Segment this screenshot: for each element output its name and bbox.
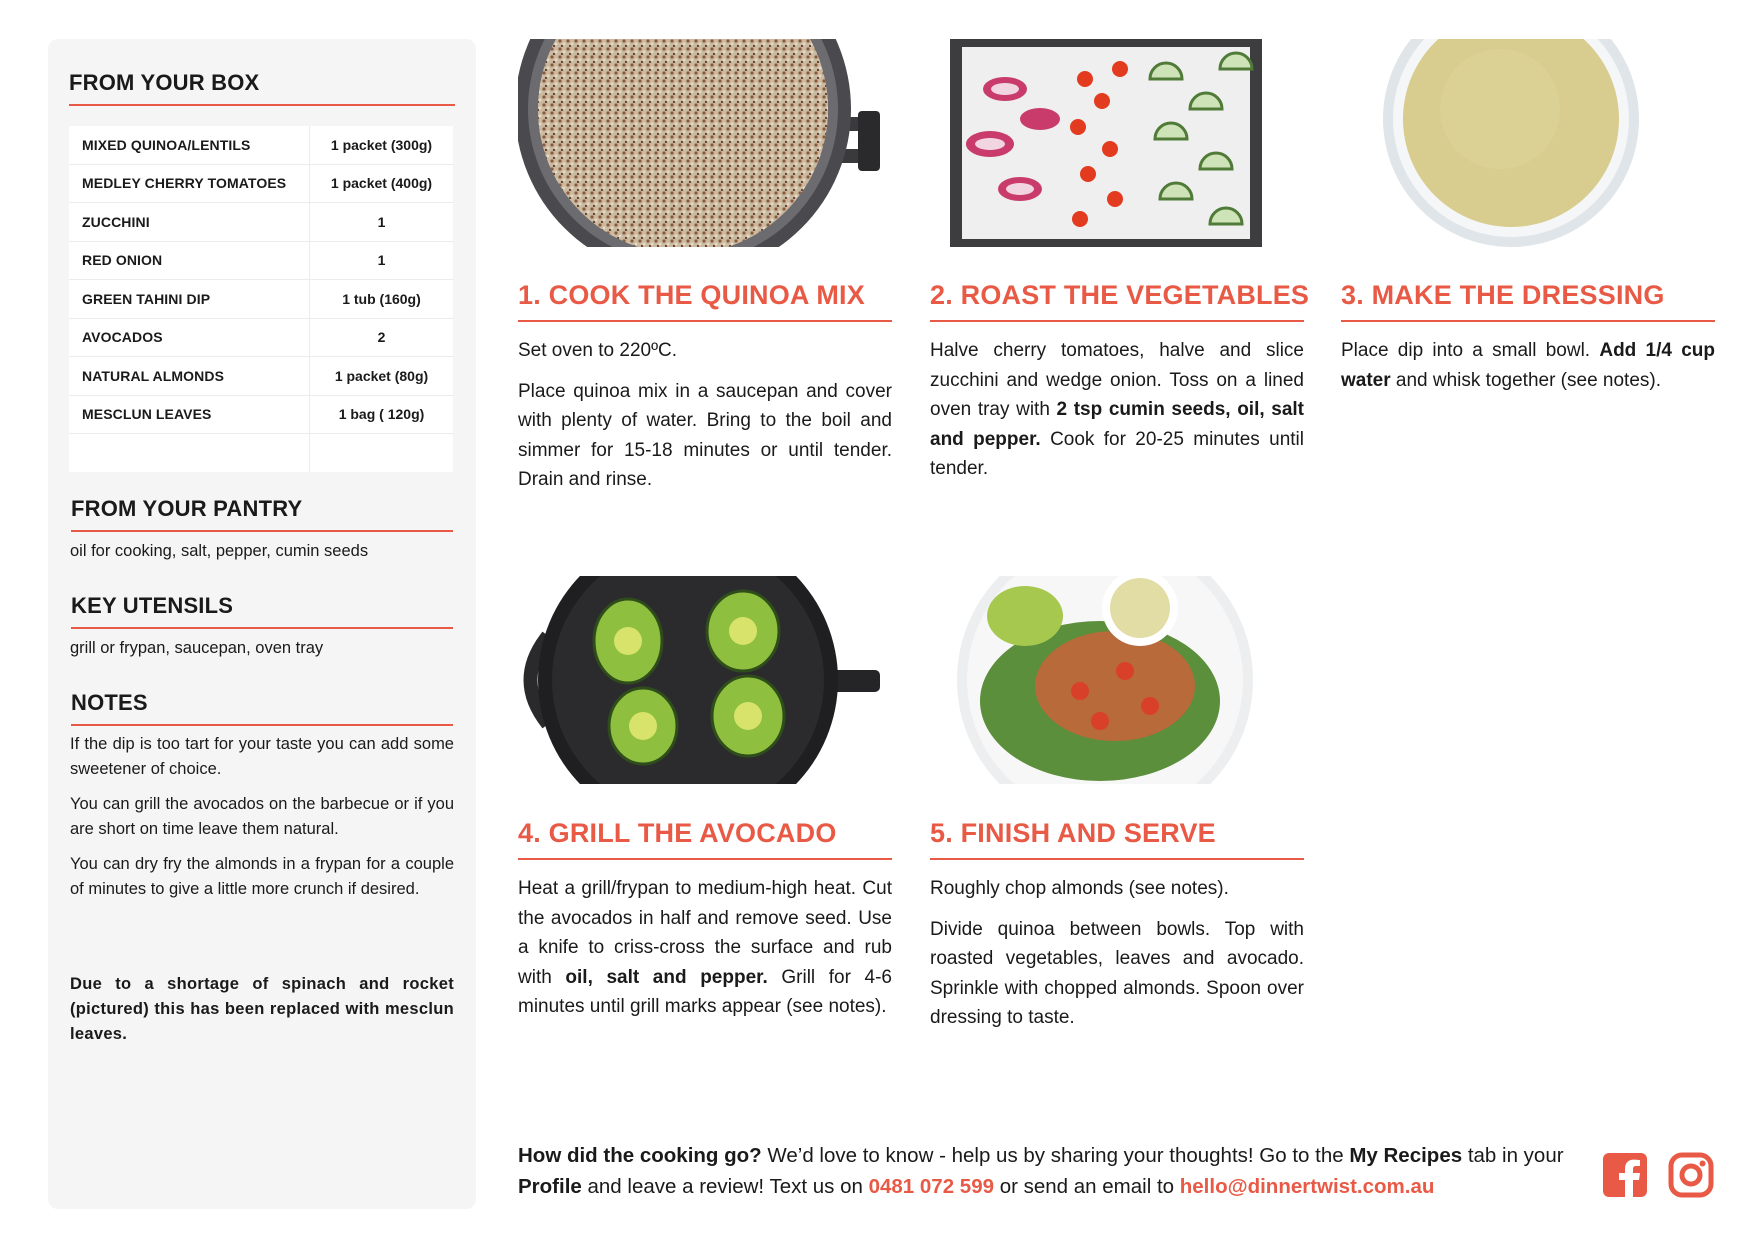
from-your-pantry-title: FROM YOUR PANTRY (71, 496, 303, 521)
table-row: MEDLEY CHERRY TOMATOES 1 packet (400g) (69, 165, 453, 204)
notes-body (70, 732, 454, 912)
vegetable-tray-photo (950, 39, 1262, 247)
table-row: AVOCADOS 2 (69, 319, 453, 358)
table-row (69, 434, 453, 472)
pantry-text: oil for cooking, salt, pepper, cumin seeds (70, 542, 369, 560)
divider (71, 530, 453, 532)
table-row: GREEN TAHINI DIP 1 tub (160g) (69, 280, 453, 319)
facebook-icon[interactable] (1602, 1152, 1648, 1198)
divider (930, 858, 1304, 860)
divider (71, 724, 453, 726)
notes-title: NOTES (71, 690, 148, 715)
dressing-bowl-photo (1380, 39, 1642, 247)
email-link[interactable]: hello@dinnertwist.com.au (1179, 1175, 1435, 1198)
instagram-icon[interactable] (1668, 1152, 1714, 1198)
feedback-footer: How did the cooking go? We’d love to know - help us by sharing your thoughts! Go to the My Recipes tab in your Profile and leave a review! Text us on 0481 072 599 or send an email to hello@dinnertwist.com.au (518, 1144, 1564, 1198)
step-1-instructions: Set oven to 220ºC. Place quinoa mix in a saucepan and cover with plenty of water. Bring to the boil and simmer for 15-18 minutes or until tender. Drain and rinse. (518, 340, 892, 490)
step-2-title: 2. ROAST THE VEGETABLES (930, 280, 1310, 310)
note: You can dry fry the almonds in a frypan for a couple of minutes to give a little more crunch if desired. (70, 855, 454, 898)
table-row: MIXED QUINOA/LENTILS 1 packet (300g) (69, 126, 453, 165)
table-row: ZUCCHINI 1 (69, 203, 453, 242)
divider (71, 627, 453, 629)
divider (69, 104, 455, 106)
quinoa-pan-photo (518, 39, 880, 247)
divider (518, 320, 892, 322)
phone-link[interactable]: 0481 072 599 (868, 1175, 994, 1198)
step-3-title: 3. MAKE THE DRESSING (1341, 280, 1665, 310)
step-3-instructions: Place dip into a small bowl. Add 1/4 cup water and whisk together (see notes). (1341, 340, 1715, 391)
ingredient-table (69, 126, 453, 472)
step-5-instructions: Roughly chop almonds (see notes). Divide quinoa between bowls. Top with roasted vegetables, leaves and avocado. Sprinkle with chopped almonds. Spoon over dressing to taste. (930, 878, 1304, 1028)
note: You can grill the avocados on the barbecue or if you are short on time leave them natural. (70, 795, 454, 838)
divider (1341, 320, 1715, 322)
ingredients-panel (48, 39, 476, 1209)
step-5-title: 5. FINISH AND SERVE (930, 818, 1216, 848)
substitution-note: Due to a shortage of spinach and rocket (pictured) this has been replaced with mesclun leaves. (70, 975, 454, 1043)
divider (518, 858, 892, 860)
step-2-instructions: Halve cherry tomatoes, halve and slice zucchini and wedge onion. Toss on a lined oven tray with 2 tsp cumin seeds, oil, salt and pepper. Cook for 20-25 minutes until tender. (930, 340, 1304, 479)
table-row: NATURAL ALMONDS 1 packet (80g) (69, 357, 453, 396)
finished-bowl-photo (950, 576, 1262, 784)
table-row: MESCLUN LEAVES 1 bag ( 120g) (69, 396, 453, 435)
step-1-title: 1. COOK THE QUINOA MIX (518, 280, 865, 310)
note: If the dip is too tart for your taste you can add some sweetener of choice. (70, 735, 454, 778)
step-4-title: 4. GRILL THE AVOCADO (518, 818, 837, 848)
from-your-box-title: FROM YOUR BOX (69, 70, 260, 95)
grill-pan-avocado-photo (518, 576, 880, 784)
key-utensils-title: KEY UTENSILS (71, 593, 234, 618)
table-row: RED ONION 1 (69, 242, 453, 281)
step-4-instructions: Heat a grill/frypan to medium-high heat. Cut the avocados in half and remove seed. Use a knife to criss-cross the surface and rub with oil, salt and pepper. Grill for 4-6 minutes until grill marks appear (see notes). (518, 878, 892, 1017)
divider (930, 320, 1304, 322)
utensils-text: grill or frypan, saucepan, oven tray (70, 639, 324, 657)
